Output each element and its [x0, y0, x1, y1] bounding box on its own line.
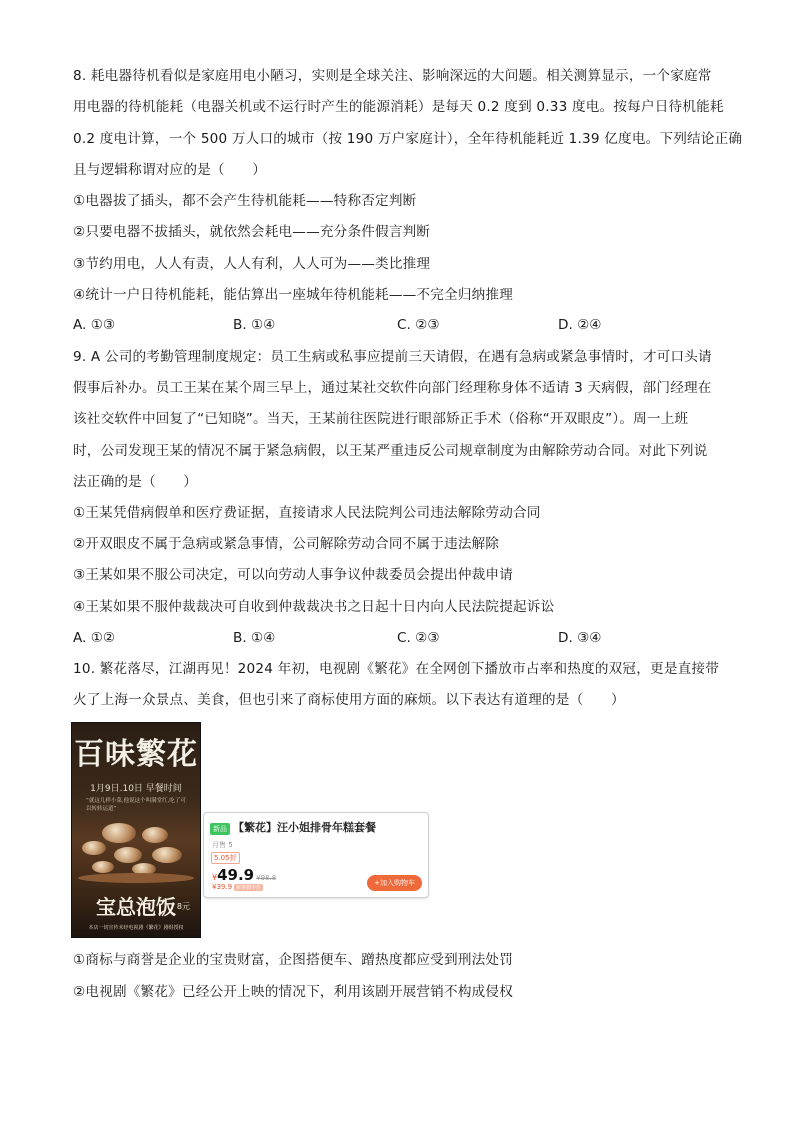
monthly-sales: 月售 5: [212, 841, 233, 849]
poster-dish-name: 宝总泡饭: [96, 895, 176, 919]
product-title: 【繁花】汪小姐排骨年糕套餐: [233, 821, 376, 834]
new-customer-price-row: [212, 883, 263, 891]
current-price: 49.9: [217, 866, 255, 884]
bowl-shape: [102, 823, 136, 843]
add-to-cart-button[interactable]: +加入购物车: [367, 875, 422, 891]
q10-stem-line-1: 10. 繁花落尽，江湖再见！2024 年初，电视剧《繁花》在全网创下播放市占率和热度的双冠，更是直接带: [73, 661, 719, 677]
bowl-shape: [82, 841, 106, 855]
q9-stem-line-4: 时，公司发现王某的情况不属于紧急病假，以王某严重违反公司规章制度为由解除劳动合同。对此下列说: [73, 443, 708, 459]
q9-item-1: ①王某凭借病假单和医疗费证据，直接请求人民法院判公司违法解除劳动合同: [73, 505, 541, 521]
bowl-shape: [142, 827, 168, 843]
q9-option-c[interactable]: C. ②③: [397, 630, 440, 646]
bowl-shape: [92, 861, 114, 873]
q9-stem-line-1: 9. A 公司的考勤管理制度规定：员工生病或私事应提前三天请假，在遇有急病或紧急事情时，才可口头请: [73, 349, 712, 365]
q8-stem-line-3: 0.2 度电计算，一个 500 万人口的城市（按 190 万户家庭计），全年待机能耗近 1.39 亿度电。下列结论正确: [73, 131, 743, 147]
q9-stem-line-3: 该社交软件中回复了“已知晓”。当天，王某前往医院进行眼部矫正手术（俗称“开双眼皮”）。周一上班: [73, 411, 689, 427]
q10-item-2: ②电视剧《繁花》已经公开上映的情况下，利用该剧开展营销不构成侵权: [73, 984, 513, 1000]
q8-option-b[interactable]: B. ①④: [233, 317, 276, 333]
q9-item-2: ②开双眼皮不属于急病或紧急事情，公司解除劳动合同不属于违法解除: [73, 536, 500, 552]
q9-option-a[interactable]: A. ①②: [73, 630, 116, 646]
q8-item-3: ③节约用电，人人有责，人人有利，人人可为——类比推理: [73, 256, 431, 272]
product-card: [203, 812, 429, 898]
currency-symbol: ¥: [212, 873, 218, 882]
poster-title: 百味繁花: [74, 737, 198, 772]
q9-stem-line-2: 假事后补办。员工王某在某个周三早上，通过某社交软件向部门经理称身体不适请 3 天病假，部门经理在: [73, 380, 712, 396]
poster-footer: 本店一切宣传未经电视剧《繁花》剧组授权: [88, 925, 184, 931]
q8-stem-line-1: 8. 耗电器待机看似是家庭用电小陋习，实则是全球关注、影响深远的大问题。相关测算显示，一个家庭常: [73, 68, 712, 84]
q8-option-c[interactable]: C. ②③: [397, 317, 440, 333]
poster-price: 8元: [176, 902, 190, 911]
bowl-shape: [152, 847, 182, 863]
q8-option-a[interactable]: A. ①③: [73, 317, 116, 333]
new-customer-price: ¥39.9: [212, 883, 233, 891]
q9-option-b[interactable]: B. ①④: [233, 630, 276, 646]
q8-stem-line-2: 用电器的待机能耗（电器关机或不运行时产生的能源消耗）是每天 0.2 度到 0.33 度电。按每户日待机能耗: [73, 99, 724, 115]
new-customer-tag: 新客到手价: [236, 885, 262, 891]
q8-item-4: ④统计一户日待机能耗，能估算出一座城年待机能耗——不完全归纳推理: [73, 287, 513, 303]
bowl-shape: [114, 847, 142, 863]
q8-option-d[interactable]: D. ②④: [558, 317, 602, 333]
q8-item-2: ②只要电器不拔插头，就依然会耗电——充分条件假言判断: [73, 224, 431, 240]
new-product-badge: 新品: [210, 823, 230, 835]
price-row: [212, 865, 276, 884]
restaurant-poster-image: [71, 722, 201, 938]
q10-item-1: ①商标与商誉是企业的宝贵财富，企图搭便车、蹭热度都应受到刑法处罚: [73, 952, 513, 968]
original-price: ¥98.8: [256, 874, 277, 882]
q9-item-3: ③王某如果不服公司决定，可以向劳动人事争议仲裁委员会提出仲裁申请: [73, 567, 513, 583]
q9-stem-line-5: 法正确的是（ ）: [73, 474, 198, 490]
q10-stem-line-2: 火了上海一众景点、美食，但也引来了商标使用方面的麻烦。以下表达有道理的是（ ）: [73, 692, 625, 708]
serving-tray: [78, 873, 194, 883]
q9-option-d[interactable]: D. ③④: [558, 630, 602, 646]
poster-date: 1月9日.10日 早餐时间: [90, 784, 182, 794]
q8-item-1: ①电器拔了插头，都不会产生待机能耗——特称否定判断: [73, 193, 417, 209]
discount-badge: 5.05折: [211, 852, 240, 864]
q8-stem-line-4: 且与逻辑称谓对应的是（ ）: [73, 162, 267, 178]
poster-note: “就这几样小菜,他说这个叫满堂红,吃了可以转转运道”: [86, 798, 186, 812]
q9-item-4: ④王某如果不服仲裁裁决可自收到仲裁裁决书之日起十日内向人民法院提起诉讼: [73, 599, 555, 615]
